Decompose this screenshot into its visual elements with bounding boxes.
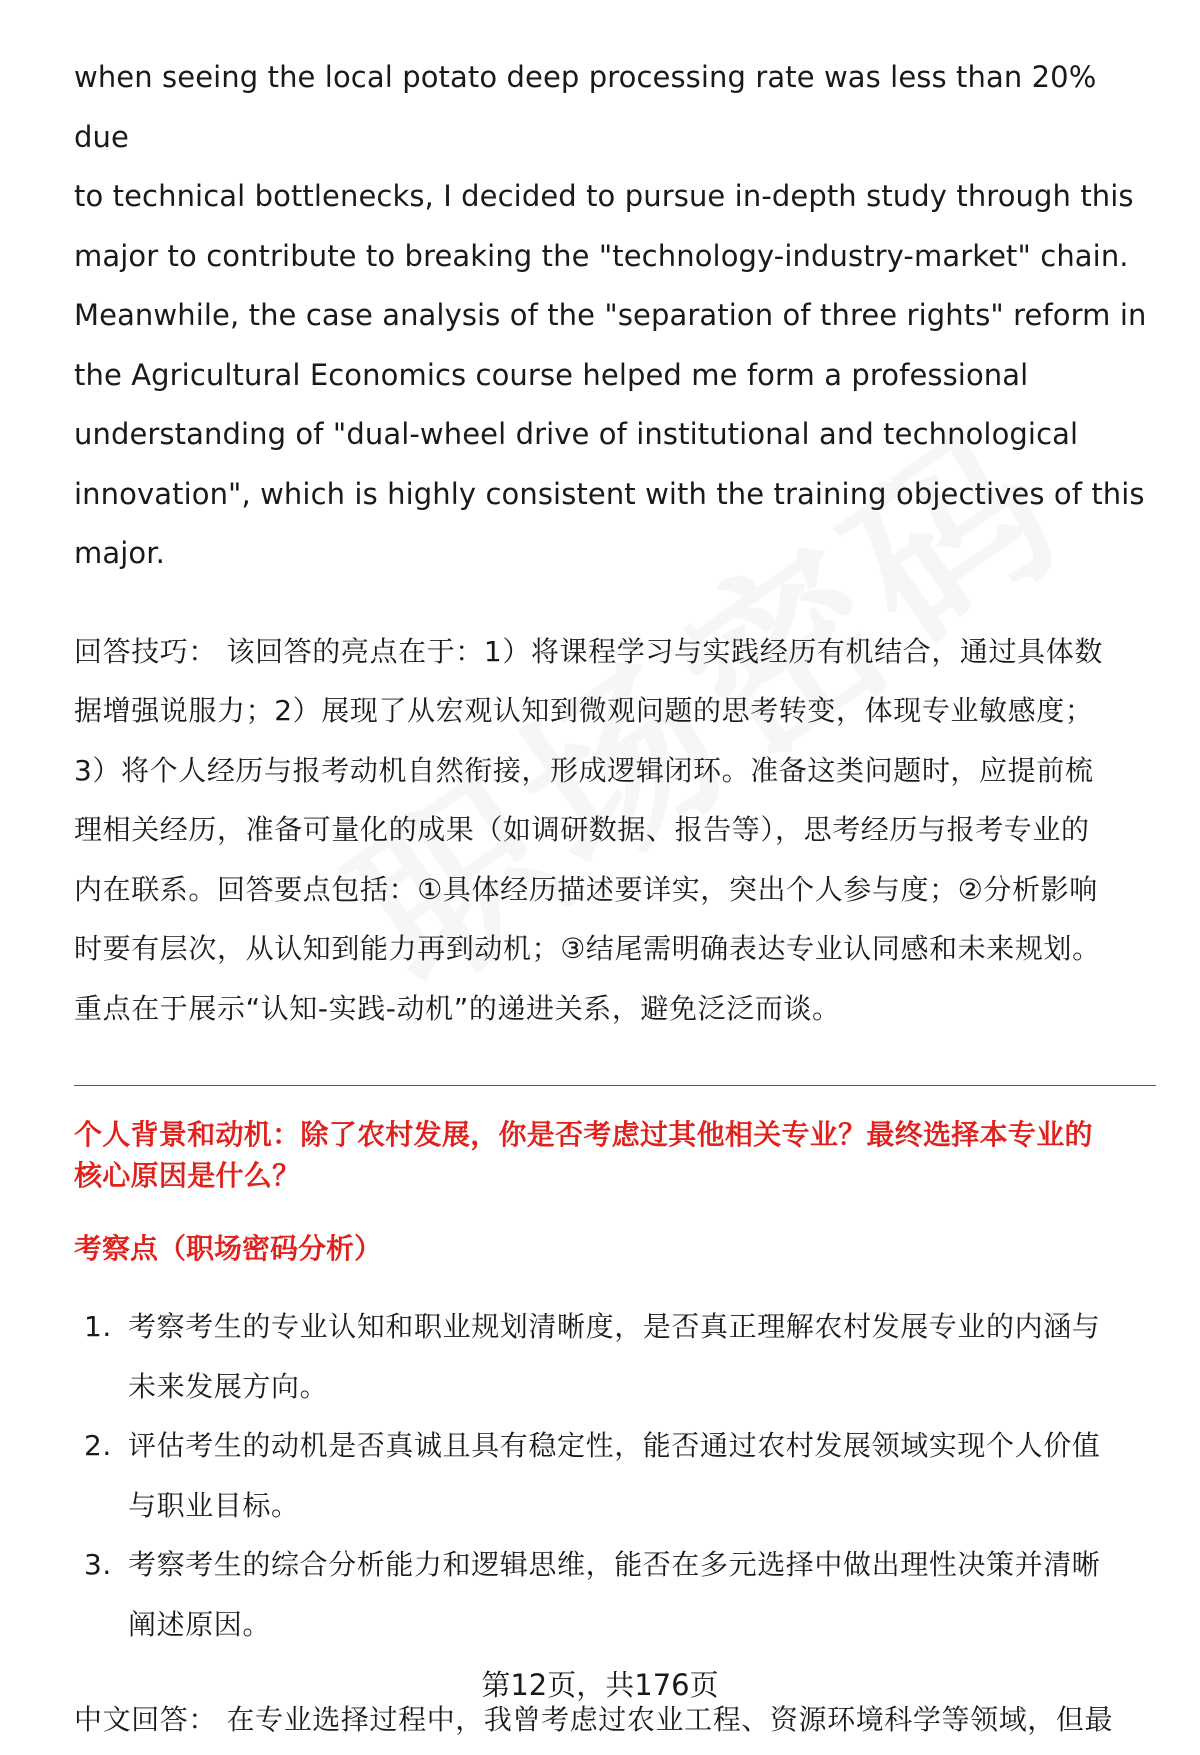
intro-line: major. — [74, 536, 165, 570]
question-heading — [74, 1114, 1156, 1196]
tips-line: 3）将个人经历与报考动机自然衔接，形成逻辑闭环。准备这类问题时，应提前梳 — [74, 753, 1094, 787]
list-item-line: 考察考生的综合分析能力和逻辑思维，能否在多元选择中做出理性决策并清晰 — [128, 1548, 1101, 1581]
list-item-line: 评估考生的动机是否真诚且具有稳定性，能否通过农村发展领域实现个人价值 — [128, 1429, 1101, 1462]
intro-line: innovation", which is highly consistent with the training objectives of this — [74, 476, 1145, 511]
tips-line: 重点在于展示“认知-实践-动机”的递进关系，避免泛泛而谈。 — [74, 991, 841, 1025]
list-item-number: 3. — [84, 1548, 112, 1581]
question-line: 个人背景和动机：除了农村发展，你是否考虑过其他相关专业？最终选择本专业的 — [74, 1118, 1093, 1151]
tips-line: 时要有层次，从认知到能力再到动机；③结尾需明确表达专业认同感和未来规划。 — [74, 932, 1101, 965]
list-item-number: 1. — [84, 1310, 112, 1343]
list-item — [74, 1297, 1156, 1416]
document-page — [74, 48, 1156, 1750]
assessment-points-title: 考察点（职场密码分析） — [74, 1232, 383, 1265]
intro-line: understanding of "dual-wheel drive of institutional and technological — [74, 417, 1079, 451]
list-item — [74, 1416, 1156, 1535]
list-item-line: 未来发展方向。 — [128, 1369, 329, 1403]
question-line: 核心原因是什么？ — [74, 1159, 301, 1192]
list-item — [74, 1535, 1156, 1654]
assessment-points-list — [74, 1297, 1156, 1654]
intro-line: to technical bottlenecks, I decided to pursue in-depth study through this — [74, 179, 1134, 213]
answer-line: 中文回答： 在专业选择过程中，我曾考虑过农业工程、资源环境科学等领域，但最 — [74, 1703, 1114, 1736]
intro-line: when seeing the local potato deep processing rate was less than 20% due — [74, 60, 1097, 154]
tips-line: 内在联系。回答要点包括：①具体经历描述要详实，突出个人参与度；②分析影响 — [74, 872, 1098, 906]
list-item-line: 与职业目标。 — [128, 1488, 300, 1522]
list-item-line: 阐述原因。 — [128, 1607, 272, 1641]
page-number-footer: 第12页，共176页 — [481, 1668, 719, 1702]
list-item-line: 考察考生的专业认知和职业规划清晰度，是否真正理解农村发展专业的内涵与 — [128, 1310, 1101, 1343]
intro-line: major to contribute to breaking the "technology-industry-market" chain. — [74, 238, 1129, 273]
intro-line: Meanwhile, the case analysis of the "separation of three rights" reform in — [74, 298, 1147, 332]
answer-tips-paragraph — [74, 622, 1156, 1039]
section-divider — [74, 1085, 1156, 1086]
list-item-number: 2. — [84, 1429, 112, 1462]
intro-paragraph — [74, 48, 1156, 584]
tips-line: 回答技巧： 该回答的亮点在于：1）将课程学习与实践经历有机结合，通过具体数 — [74, 634, 1103, 668]
tips-line: 据增强说服力；2）展现了从宏观认知到微观问题的思考转变，体现专业敏感度； — [74, 694, 1094, 727]
intro-line: the Agricultural Economics course helped me form a professional — [74, 357, 1029, 392]
tips-line: 理相关经历，准备可量化的成果（如调研数据、报告等），思考经历与报考专业的 — [74, 813, 1090, 846]
